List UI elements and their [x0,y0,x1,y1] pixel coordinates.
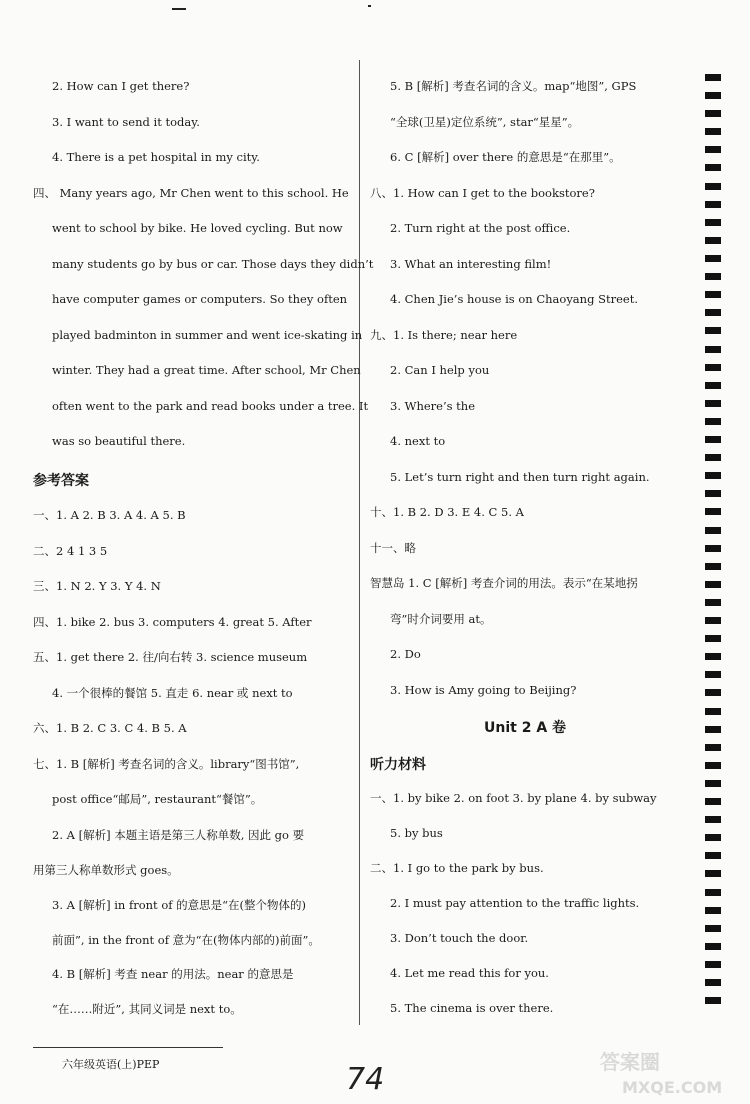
text-line: often went to the park and read books under a tree. It [52,399,369,413]
answer-line: 3. A [解析] in front of 的意思是“在(整个物体的) [52,898,307,912]
edge-bar [705,997,721,1004]
edge-bar [705,780,721,787]
edge-bar [705,852,721,859]
text-line: 5. Let’s turn right and then turn right again. [390,470,650,484]
edge-bar [705,400,721,407]
text-line: 十、1. B 2. D 3. E 4. C 5. A [370,505,524,519]
answer-line: “在……附近”, 其同义词是 next to。 [52,1002,242,1016]
text-line: 2. Do [390,647,421,661]
edge-bar [705,979,721,986]
text-line: 2. Can I help you [390,363,490,377]
answer-line: 4. B [解析] 考查 near 的用法。near 的意思是 [52,967,294,981]
text-line: went to school by bike. He loved cycling. But now [52,221,343,235]
text-line: 4. There is a pet hospital in my city. [52,150,260,164]
answer-line: 前面”, in the front of 意为“在(物体内部的)前面”。 [52,933,320,947]
answer-line: 二、2 4 1 3 5 [33,544,108,558]
edge-bar [705,146,721,153]
text-line: 5. B [解析] 考查名词的含义。map“地图”, GPS [390,79,637,93]
answer-line: 一、1. A 2. B 3. A 4. A 5. B [33,508,186,522]
answer-line: 七、1. B [解析] 考查名词的含义。library“图书馆”, [33,757,300,771]
edge-bar [705,762,721,769]
edge-bar [705,110,721,117]
answer-line: 五、1. get there 2. 往/向右转 3. science museum [33,650,308,664]
edge-bar [705,653,721,660]
edge-bar [705,527,721,534]
answer-line: 六、1. B 2. C 3. C 4. B 5. A [33,721,187,735]
edge-bar [705,744,721,751]
edge-bar [705,364,721,371]
edge-bar [705,183,721,190]
edge-bar [705,834,721,841]
edge-bar [705,617,721,624]
edge-bar [705,726,721,733]
text-line: 四、 Many years ago, Mr Chen went to this school. He [33,186,349,200]
column-divider [359,60,360,1025]
watermark-url: MXQE.COM [622,1078,723,1097]
edge-bar [705,92,721,99]
edge-bar [705,581,721,588]
edge-bar [705,943,721,950]
edge-bar [705,689,721,696]
text-line: winter. They had a great time. After school, Mr Chen [52,363,361,377]
listening-line: 一、1. by bike 2. on foot 3. by plane 4. by subway [370,791,657,805]
footer-book-title: 六年级英语(上)PEP [62,1058,160,1071]
text-line: 弯”时介词要用 at。 [390,612,492,626]
text-line: 十一、略 [370,541,416,555]
edge-bar [705,490,721,497]
text-line: 4. Chen Jie’s house is on Chaoyang Street. [390,292,638,306]
text-line: many students go by bus or car. Those days they didn’t [52,257,374,271]
edge-bar [705,816,721,823]
text-line: 4. next to [390,434,446,448]
listening-line: 二、1. I go to the park by bus. [370,861,544,875]
edge-bar [705,472,721,479]
text-line: played badminton in summer and went ice-skating in [52,328,363,342]
edge-bar [705,219,721,226]
listening-line: 2. I must pay attention to the traffic lights. [390,896,640,910]
edge-bar [705,418,721,425]
edge-bar [705,327,721,334]
answer-line: post office“邮局”, restaurant“餐馆”。 [52,792,263,806]
edge-bar [705,237,721,244]
text-line: 3. I want to send it today. [52,115,200,129]
listening-heading: 听力材料 [370,757,426,773]
scan-mark [368,5,371,7]
edge-bar [705,508,721,515]
text-line: have computer games or computers. So they often [52,292,348,306]
edge-bar [705,889,721,896]
text-line: 2. How can I get there? [52,79,190,93]
answer-line: 2. A [解析] 本题主语是第三人称单数, 因此 go 要 [52,828,305,842]
edge-bar [705,454,721,461]
listening-line: 5. by bus [390,826,443,840]
edge-bar [705,273,721,280]
edge-bar [705,201,721,208]
answer-line: 4. 一个很棒的餐馆 5. 直走 6. near 或 next to [52,686,293,700]
edge-bar [705,563,721,570]
edge-bar [705,74,721,81]
edge-bar [705,255,721,262]
text-line: 2. Turn right at the post office. [390,221,571,235]
text-line: 八、1. How can I get to the bookstore? [370,186,595,200]
listening-line: 3. Don’t touch the door. [390,931,529,945]
edge-bar [705,291,721,298]
page-number: 74 [346,1062,385,1097]
text-line: 6. C [解析] over there 的意思是“在那里”。 [390,150,621,164]
answers-heading: 参考答案 [33,473,89,489]
text-line: 九、1. Is there; near here [370,328,518,342]
unit-title: Unit 2 A 卷 [484,720,567,736]
text-line: was so beautiful there. [52,434,186,448]
edge-bar [705,925,721,932]
answer-line: 三、1. N 2. Y 3. Y 4. N [33,579,161,593]
edge-bar [705,164,721,171]
edge-bar [705,635,721,642]
edge-bar [705,382,721,389]
answer-line: 用第三人称单数形式 goes。 [33,863,179,877]
edge-bar [705,708,721,715]
edge-bar [705,599,721,606]
text-line: 3. What an interesting film! [390,257,552,271]
watermark-logo: 答案圈 [600,1050,660,1074]
answer-line: 四、1. bike 2. bus 3. computers 4. great 5. After [33,615,312,629]
edge-bar [705,545,721,552]
edge-bar [705,907,721,914]
edge-bar [705,128,721,135]
text-line: 3. How is Amy going to Beijing? [390,683,577,697]
edge-bar [705,798,721,805]
listening-line: 4. Let me read this for you. [390,966,549,980]
edge-bar [705,671,721,678]
edge-bar [705,436,721,443]
edge-bar [705,346,721,353]
text-line: 智慧岛 1. C [解析] 考查介词的用法。表示“在某地拐 [370,576,638,590]
listening-line: 5. The cinema is over there. [390,1001,554,1015]
scan-mark [172,8,186,10]
edge-bar [705,870,721,877]
text-line: “全球(卫星)定位系统”, star“星星”。 [390,115,580,129]
footer-rule [33,1047,223,1048]
edge-bar [705,309,721,316]
edge-bar [705,961,721,968]
text-line: 3. Where’s the [390,399,476,413]
